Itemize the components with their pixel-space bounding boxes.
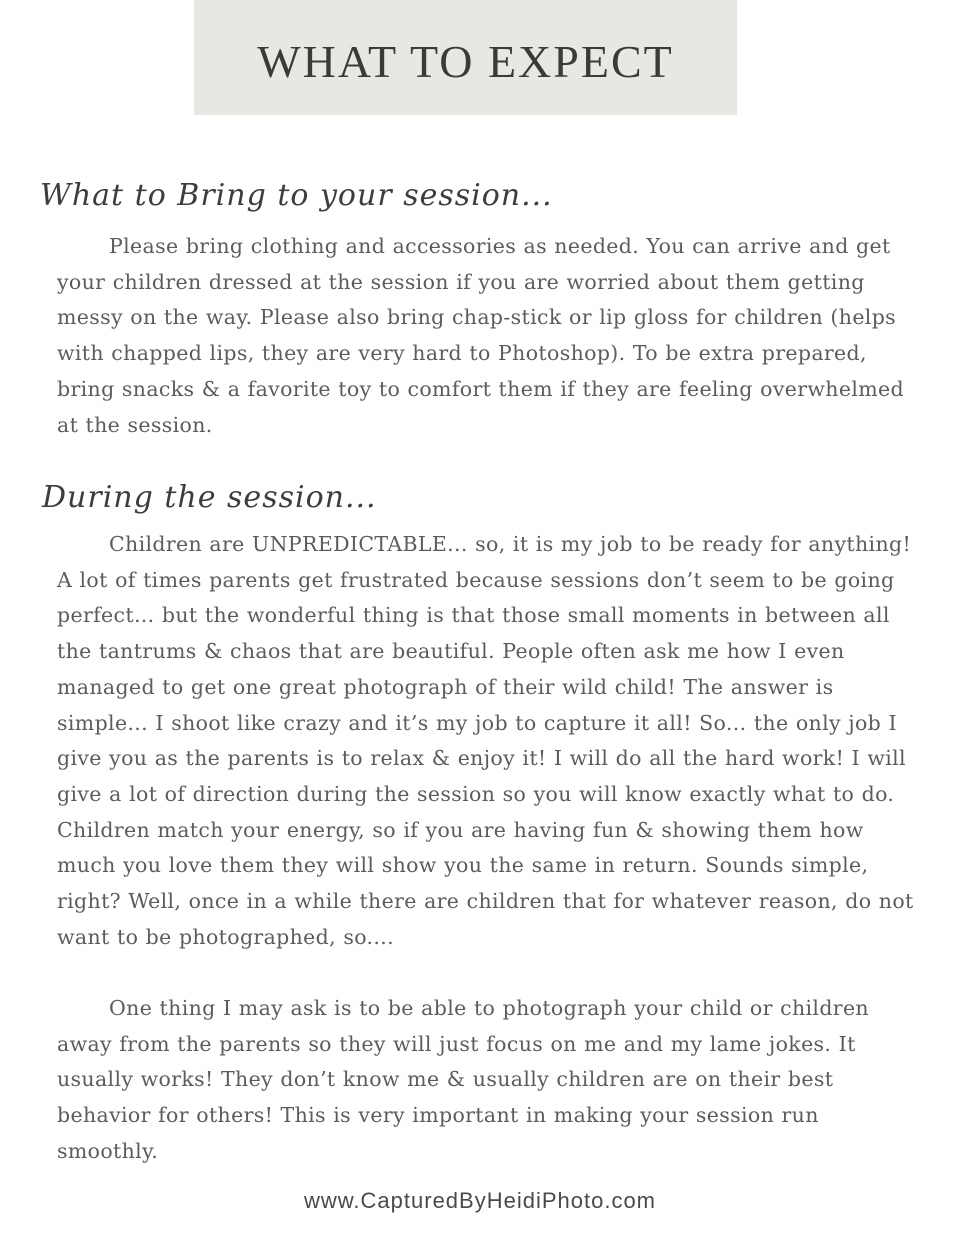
footer-website: www.CapturedByHeidiPhoto.com <box>303 1188 657 1213</box>
during-session-paragraph-1: Children are UNPREDICTABLE... so, it is my job to be ready for anything! A lot of times parents get frustrated because sessions don’t seem to be going perfect... but the wonderful thing is that those small moments in between all the tantrums & chaos that are beautiful. People often ask me how I even managed to get one great photograph of their wild child! The answer is simple... I shoot like crazy and it’s my job to capture it all! So... the only job I give you as the parents is to relax & enjoy it! I will do all the hard work! I will give a lot of direction during the session so you will know exactly what to do. Children match your energy, so if you are having fun & showing them how much you love them they will show you the same in return. Sounds simple, right? Well, once in a while there are children that for whatever reason, do not want to be photographed, so.... <box>57 532 914 949</box>
section-heading-during-session: During the session... <box>42 480 377 515</box>
title-banner <box>194 0 737 115</box>
what-to-bring-paragraph: Please bring clothing and accessories as needed. You can arrive and get your children dressed at the session if you are worried about them getting messy on the way. Please also bring chap-stick or lip gloss for children (helps with chapped lips, they are very hard to Photoshop). To be extra prepared, bring snacks & a favorite toy to comfort them if they are feeling overwhelmed at the session. <box>57 234 904 437</box>
during-session-paragraph-2: One thing I may ask is to be able to photograph your child or children away from the parents so they will just focus on me and my lame jokes. It usually works! They don’t know me & usually children are on their best behavior for others! This is very important in making your session run smoothly. <box>57 996 869 1163</box>
section-heading-what-to-bring: What to Bring to your session... <box>40 178 553 213</box>
page-title: WHAT TO EXPECT <box>257 36 674 87</box>
